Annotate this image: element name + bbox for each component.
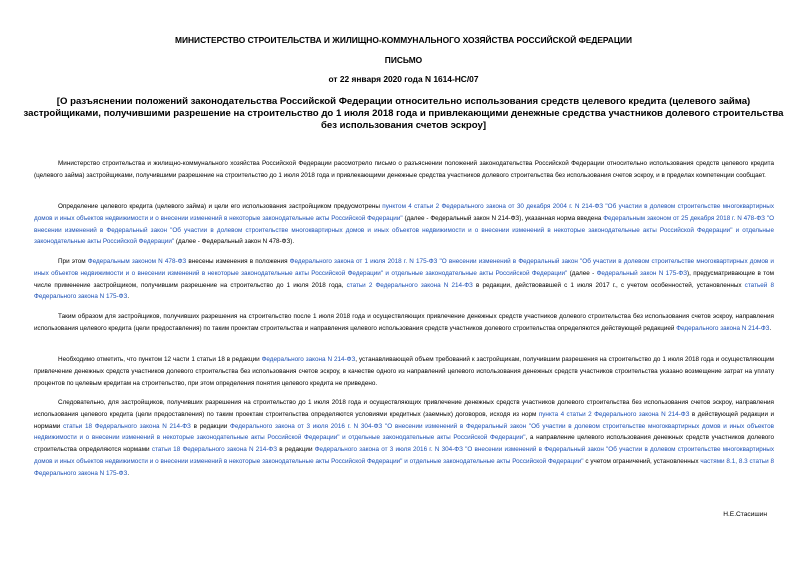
law-link[interactable]: статьи 18 Федерального закона N 214-ФЗ bbox=[151, 446, 278, 454]
law-link[interactable]: пункта 4 статьи 2 Федерального закона N 214-ФЗ bbox=[538, 410, 690, 418]
law-link[interactable]: Федерального закона N 214-ФЗ bbox=[261, 356, 356, 363]
law-link[interactable]: Федерального закона от 3 июля 2016 г. N 304-ФЗ "О внесении изменений в Федеральный закон "Об участии в долевом строительстве многоквартирных домов и иных объектов недвижимости и о внесении изменений в некоторые законодательные акты Российской Федерации" и отдельные законодательные акты Российской Федерации" bbox=[34, 446, 774, 465]
paragraph-text: Таким образом для застройщиков, получивших разрешения на строительство после 1 июля 2018 года и осуществляющих привлечение денежных средств участников долевого строительства без использования счетов эскроу, направления использования целевого кредита (цели предоставления) по таким проектам строительства и направления целевого использования средств участников долевого строительства определяются действующей редакцией bbox=[34, 313, 774, 332]
document-date-number: от 22 января 2020 года N 1614-НС/07 bbox=[328, 74, 479, 84]
law-link[interactable]: Федерального закона от 3 июля 2016 г. N 304-ФЗ "О внесении изменений в Федеральный закон "Об участии в долевом строительстве многоквартирных домов и иных объектов недвижимости и о внесении изменений в некоторые законодательные акты Российской Федерации" и отдельные законодательные акты Российской Федерации" bbox=[34, 422, 774, 442]
paragraph-text: в действующей редакции и нормами bbox=[34, 410, 774, 430]
paragraph-text: При этом bbox=[58, 258, 88, 265]
paragraph-text: Следовательно, для застройщиков, получивших разрешения на строительство до 1 июля 2018 года и осуществляющих привлечение денежных средств участников долевого строительства без использования счетов эскроу, направления использования целевого кредита (цели предоставления) по таким проектам строительства определяются условиями кредитных (заемных) договоров, исходя из норм bbox=[34, 399, 774, 418]
document-type: ПИСЬМО bbox=[384, 55, 423, 65]
paragraph-text: Министерство строительства и жилищно-коммунального хозяйства Российской Федерации рассмотрело письмо о разъяснении положений законодательства Российской Федерации относительно использования средств целевого кредита (целевого займа) застройщиками, получившими разрешение на строительство до 1 июля 2018 года и привлекающими денежные средства участников долевого строительства без использования счетов эскроу, и в пределах компетенции сообщает. bbox=[34, 160, 774, 179]
paragraph-text: в редакции, действовавшей с 1 июля 2017 г., с учетом особенностей, установленных bbox=[472, 281, 745, 289]
paragraph-6 bbox=[34, 397, 774, 480]
paragraph-text: в редакции bbox=[190, 422, 231, 430]
paragraph-1 bbox=[34, 158, 774, 182]
paragraph-text: ), предусматривающие в том числе применение застройщиком, получившим разрешение на строительство до 1 июля 2018 года, bbox=[34, 269, 774, 289]
paragraph-text: . bbox=[127, 293, 130, 301]
law-link[interactable]: Федеральный закон N 175-ФЗ bbox=[596, 269, 688, 277]
paragraph-text: . bbox=[127, 469, 130, 477]
paragraph-text: Необходимо отметить, что пунктом 12 части 1 статьи 18 в редакции bbox=[58, 356, 262, 363]
paragraph-text: (далее - bbox=[567, 269, 597, 277]
paragraph-text: Определение целевого кредита (целевого займа) и цели его использования застройщиком предусмотрены bbox=[58, 203, 383, 210]
paragraph-text: (далее - Федеральный закон N 214-ФЗ), указанная норма введена bbox=[402, 214, 604, 222]
law-link[interactable]: статьей 8 Федерального закона N 175-ФЗ bbox=[34, 281, 774, 301]
paragraph-text: , устанавливающей объем требований к застройщикам, получившим разрешения на строительство до 1 июля 2018 года и осуществляющим привлечение денежных средств участников долевого строительства без использования счетов эскроу, в качестве одного из направлений целевого использования денежных средств участников строительства указано возмещение затрат на уплату процентов по целевым кредитам на строительство, при этом определения понятия целевого кредита не приведено. bbox=[34, 356, 774, 387]
paragraph-text: в редакции bbox=[277, 446, 315, 454]
law-link[interactable]: Федеральным законом N 478-ФЗ bbox=[87, 258, 187, 265]
paragraph-text: с учетом ограничений, установленных bbox=[583, 457, 701, 465]
paragraph-text: , а направление целевого использования денежных средств участников долевого строительства определяются нормами bbox=[34, 434, 775, 454]
paragraph-4 bbox=[34, 311, 774, 335]
paragraph-text: внесены изменения в положения bbox=[186, 258, 290, 265]
paragraph-text: . bbox=[769, 324, 772, 332]
law-link[interactable]: частями 8.1, 8.3 статьи 8 Федерального закона N 175-ФЗ bbox=[34, 457, 774, 477]
paragraph-3 bbox=[34, 256, 774, 303]
law-link[interactable]: Федерального закона от 1 июля 2018 г. N 175-ФЗ "О внесении изменений в Федеральный закон "Об участии в долевом строительстве многоквартирных домов и иных объектов недвижимости и о внесении изменений в некоторые законодательные акты Российской Федерации" и отдельные законодательные акты Российской Федерации" bbox=[34, 258, 774, 277]
paragraph-5 bbox=[34, 354, 774, 389]
paragraph-2 bbox=[34, 201, 774, 248]
law-link[interactable]: статьи 18 Федерального закона N 214-ФЗ bbox=[63, 422, 191, 430]
ministry-heading: МИНИСТЕРСТВО СТРОИТЕЛЬСТВА И ЖИЛИЩНО-КОММУНАЛЬНОГО ХОЗЯЙСТВА РОССИЙСКОЙ ФЕДЕРАЦИИ bbox=[175, 35, 632, 45]
law-link[interactable]: статьи 2 Федерального закона N 214-ФЗ bbox=[346, 281, 473, 289]
law-link[interactable]: Федерального закона N 214-ФЗ bbox=[676, 324, 770, 332]
law-link[interactable]: пунктом 4 статьи 2 Федерального закона от 30 декабря 2004 г. N 214-ФЗ "Об участии в долевом строительстве многоквартирных домов и иных объектов недвижимости и о внесении изменений в некоторые законодательные акты Российской Федерации" bbox=[34, 203, 774, 222]
document-title: [О разъяснении положений законодательства Российской Федерации относительно использования средств целевого кредита (целевого займа) застройщиками, получившими разрешение на строительство до 1 июля 2018 года и привлекающими денежные средства участников долевого строительства без использования счетов эскроу] bbox=[23, 96, 784, 131]
signature: Н.Е.Стасишин bbox=[723, 511, 767, 518]
paragraph-text: (далее - Федеральный закон N 478-ФЗ). bbox=[174, 238, 295, 246]
law-link[interactable]: Федеральным законом от 25 декабря 2018 г. N 478-ФЗ "О внесении изменений в Федеральный закон "Об участии в долевом строительстве многоквартирных домов и иных объектов недвижимости и о внесении изменений в некоторые законодательные акты Российской Федерации" и отдельные законодательные акты Российской Федерации" bbox=[34, 214, 775, 246]
